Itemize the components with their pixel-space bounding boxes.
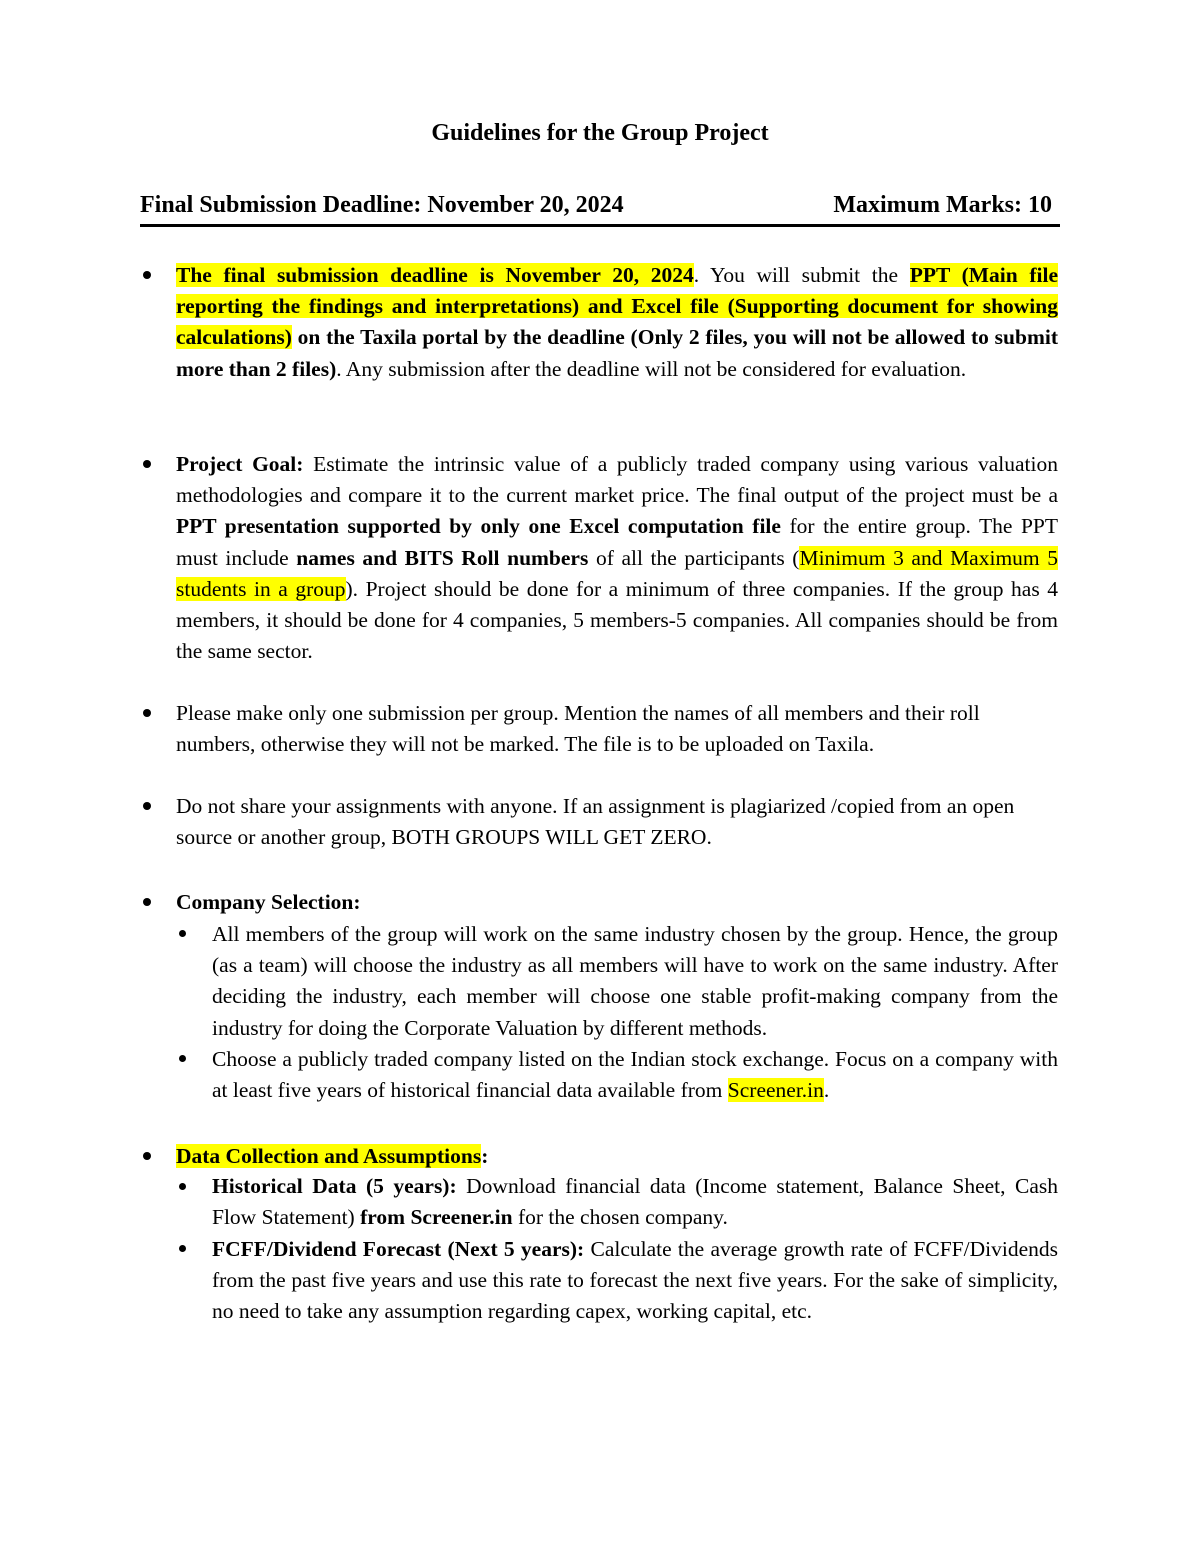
forecast-label: FCFF/Dividend Forecast (Next 5 years): (212, 1237, 585, 1261)
deadline-bullet (176, 260, 1058, 385)
company-listing-end: . (823, 1078, 830, 1103)
historical-data-label: Historical Data (5 years): (212, 1174, 457, 1198)
industry-selection-item: All members of the group will work on the same industry chosen by the group. Hence, the group (as a team) will choose the industry as all members will have to work on the same industry. After deciding the industry, each member will choose one stable profit-making company from the industry for doing the Corporate Valuation by different methods. (212, 922, 1058, 1040)
bullet-icon (143, 898, 151, 906)
sub-bullet-icon (179, 1245, 186, 1252)
ppt-requirement: PPT presentation supported by only one Excel computation file (176, 514, 781, 539)
project-goal-text: Estimate the intrinsic value of a publicly traded company using various valuation methodologies and compare it to the current market price. The final output of the project must be a (176, 452, 1058, 508)
bullet-icon (143, 802, 151, 810)
sub-bullet-icon (179, 1055, 186, 1062)
forecast-text: Calculate the average growth rate of FCFF/Dividends from the past five years and use this rate to forecast the next five years. For the sake of simplicity, no need to take any assumption regarding capex, working capital, etc. (212, 1237, 1058, 1324)
data-collection-heading (176, 1141, 1058, 1172)
bullet-icon (143, 1152, 151, 1160)
deadline-highlight: The final submission deadline is November 20, 2024 (176, 263, 694, 287)
project-goal-text-4: ). Project should be done for a minimum of three companies. If the group has 4 members, it should be done for 4 companies, 5 members-5 companies. All companies should be from the same sector. (176, 576, 1058, 664)
data-collection-colon: : (481, 1144, 489, 1168)
project-goal-label: Project Goal: (176, 452, 304, 476)
screener-highlight: Screener.in (727, 1078, 824, 1103)
bullet-icon (143, 460, 151, 468)
plagiarism-bullet: Do not share your assignments with anyone. If an assignment is plagiarized /copied from an open source or another group, BOTH GROUPS WILL GET ZERO. (176, 794, 1015, 850)
bullet-icon (143, 709, 151, 717)
company-selection-label: Company Selection: (176, 890, 361, 914)
deadline-heading: Final Submission Deadline: November 20, 2024 (140, 192, 624, 218)
historical-data-text: Download financial data (Income statement, Balance Sheet, Cash Flow Statement) (212, 1174, 1059, 1230)
max-marks-heading: Maximum Marks: 10 (833, 192, 1052, 218)
data-collection-label: Data Collection and Assumptions (176, 1144, 482, 1168)
historical-data-item (212, 1171, 1058, 1233)
project-goal-text-3: of all the participants ( (588, 545, 800, 570)
company-listing-text: Choose a publicly traded company listed on the Indian stock exchange. Focus on a company with at least five years of historical financial data available from (212, 1047, 1058, 1103)
evaluation-note: . Any submission after the deadline will not be considered for evaluation. (336, 356, 967, 381)
files-highlight: PPT (Main file reporting the findings and interpretations) and Excel file (Supporting document for showing calculations) (176, 263, 1058, 350)
header-divider (140, 224, 1060, 227)
company-selection-heading (176, 887, 1058, 918)
company-listing-item (212, 1044, 1058, 1106)
submission-bullet: Please make only one submission per group. Mention the names of all members and their roll numbers, otherwise they will not be marked. The file is to be uploaded on Taxila. (176, 701, 980, 757)
document-title: Guidelines for the Group Project (431, 120, 769, 146)
deadline-text: . You will submit the (693, 263, 910, 287)
group-size-highlight: Minimum 3 and Maximum 5 students in a group (176, 545, 1058, 601)
historical-data-end: for the chosen company. (512, 1205, 728, 1230)
sub-bullet-icon (179, 930, 186, 937)
project-goal-text-2: for the entire group. The PPT must include (176, 514, 1059, 570)
forecast-item (212, 1234, 1058, 1328)
project-goal-bullet (176, 449, 1058, 667)
bullet-icon (143, 271, 151, 279)
screener-source: from Screener.in (360, 1205, 513, 1230)
portal-text: on the Taxila portal by the deadline (Only 2 files, you will not be allowed to submit more than 2 files) (176, 325, 1058, 381)
sub-bullet-icon (179, 1183, 186, 1190)
roll-numbers-requirement: names and BITS Roll numbers (296, 545, 589, 570)
